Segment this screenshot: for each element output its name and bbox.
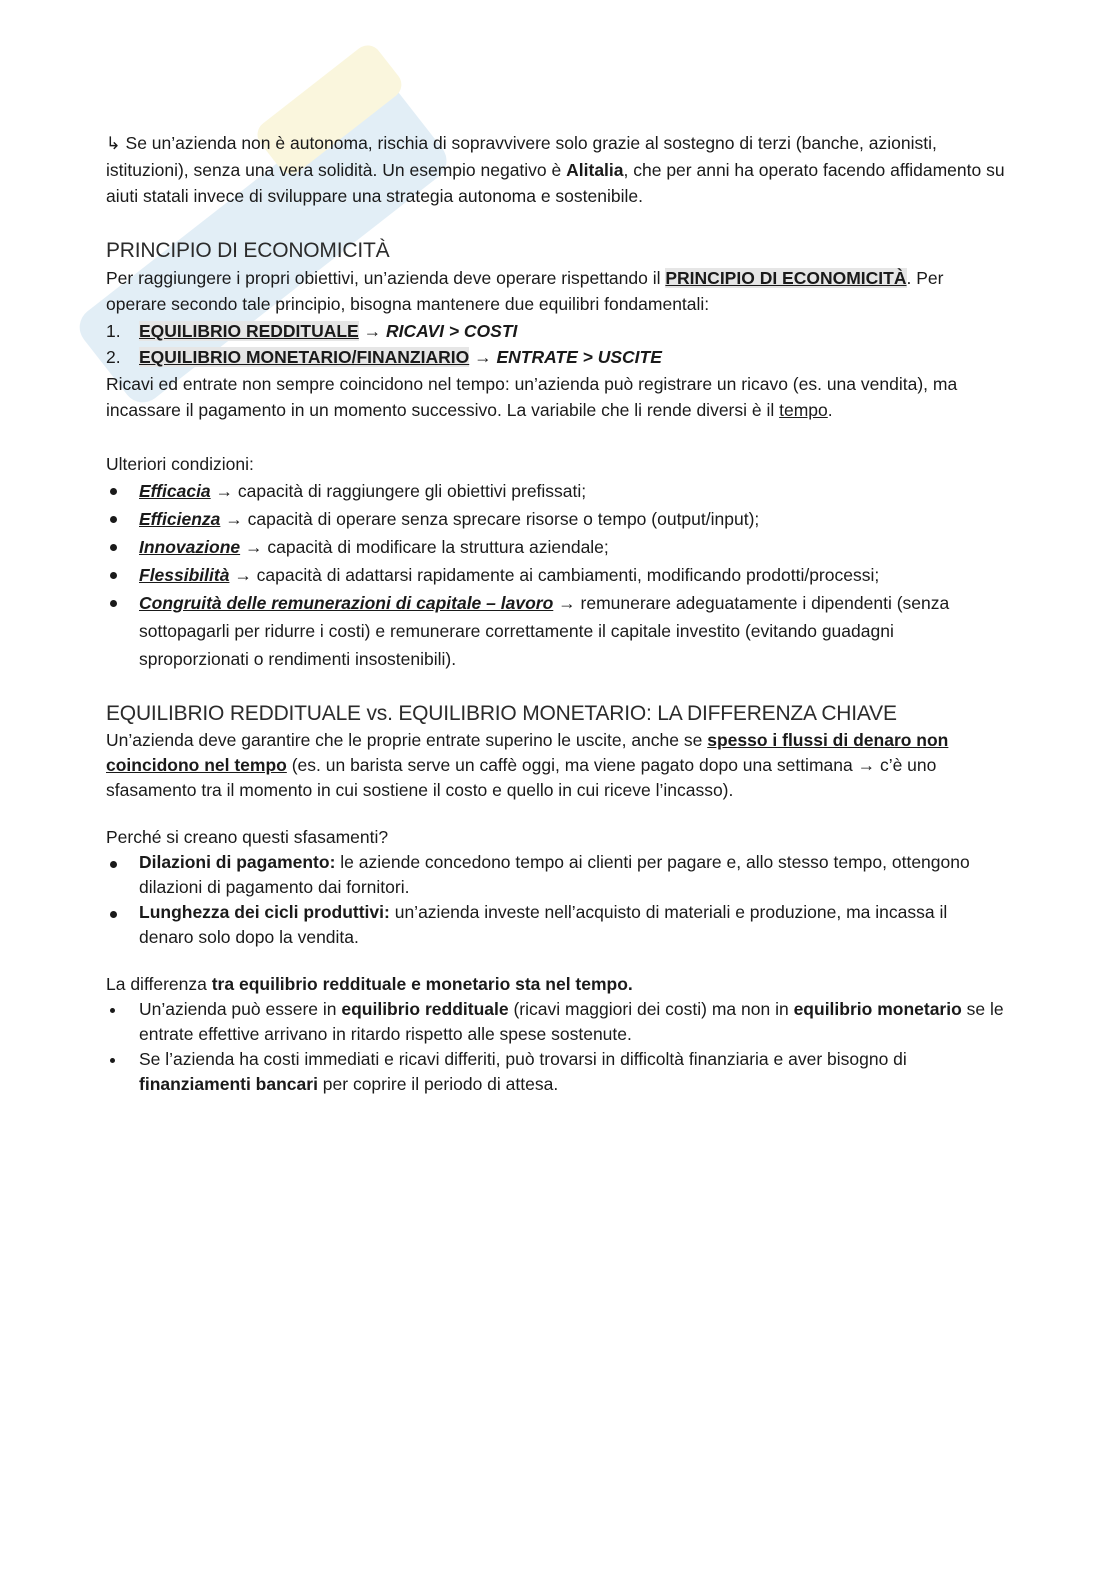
principio-highlight: PRINCIPIO DI ECONOMICITÀ bbox=[665, 267, 907, 288]
bullet-icon bbox=[110, 516, 117, 523]
bullet-icon bbox=[110, 911, 117, 918]
intro-paragraph: ↳ Se un’azienda non è autonoma, rischia di sopravvivere solo grazie al sostegno di terzi (banche, azionisti, istituzioni), senza una vera solidità. Un esempio negativo è Alitalia, che per anni ha operato facendo affidamento su aiuti statali invece di sviluppare una strategia autonoma e sostenibile. bbox=[106, 133, 1005, 206]
bullet-icon bbox=[110, 488, 117, 495]
equilibri-list bbox=[106, 318, 1006, 371]
bullet-icon bbox=[110, 861, 117, 868]
differenza-tempo-line: La differenza tra equilibrio reddituale e monetario sta nel tempo. bbox=[106, 974, 633, 994]
list-item: Se l’azienda ha costi immediati e ricavi differiti, può trovarsi in difficoltà finanziaria e aver bisogno di finanziamenti bancari per coprire il periodo di attesa. bbox=[106, 1047, 1006, 1097]
bullet-icon bbox=[110, 1008, 115, 1013]
bullet-icon bbox=[110, 572, 117, 579]
list-item: Un’azienda può essere in equilibrio reddituale (ricavi maggiori dei costi) ma non in equilibrio monetario se le entrate effettive arrivano in ritardo rispetto alle spese sostenute. bbox=[106, 997, 1006, 1047]
list-item: Efficienza → capacità di operare senza sprecare risorse o tempo (output/input); bbox=[106, 505, 1006, 533]
list-item: Dilazioni di pagamento: le aziende concedono tempo ai clienti per pagare e, allo stesso tempo, ottengono dilazioni di pagamento dai fornitori. bbox=[106, 850, 1006, 900]
list-item: 1. EQUILIBRIO REDDITUALE → RICAVI > COSTI bbox=[106, 320, 518, 341]
differenza-paragraph: Un’azienda deve garantire che le proprie entrate superino le uscite, anche se spesso i flussi di denaro non coincidono nel tempo (es. un barista serve un caffè oggi, ma viene pagato dopo una settimana → c’è uno sfasamento tra il momento in cui sostiene il costo e quello in cui riceve l’incasso). bbox=[106, 730, 949, 800]
list-item: Congruità delle remunerazioni di capitale – lavoro → remunerare adeguatamente i dipendenti (senza sottopagarli per ridurre i costi) e remunerare correttamente il capitale investito (evitando guadagni sproporzionati o rendimenti insostenibili). bbox=[106, 589, 1006, 673]
list-item: Flessibilità → capacità di adattarsi rapidamente ai cambiamenti, modificando prodotti/processi; bbox=[106, 561, 1006, 589]
economicita-paragraph: Per raggiungere i propri obiettivi, un’azienda deve operare rispettando il PRINCIPIO DI ECONOMICITÀ. Per operare secondo tale principio, bisogna mantenere due equilibri fondamentali: bbox=[106, 267, 944, 314]
list-item: 2. EQUILIBRIO MONETARIO/FINANZIARIO → ENTRATE > USCITE bbox=[106, 347, 662, 367]
bullet-icon bbox=[110, 544, 117, 551]
bullet-icon bbox=[110, 1058, 115, 1063]
section-title-differenza: EQUILIBRIO REDDITUALE vs. EQUILIBRIO MONETARIO: LA DIFFERENZA CHIAVE bbox=[106, 702, 897, 725]
section-title-economicita: PRINCIPIO DI ECONOMICITÀ bbox=[106, 238, 390, 262]
ulteriori-heading: Ulteriori condizioni: bbox=[106, 453, 254, 474]
list-item: Innovazione → capacità di modificare la struttura aziendale; bbox=[106, 533, 1006, 561]
points-list bbox=[106, 997, 1006, 1097]
bullet-icon bbox=[110, 600, 117, 607]
document-page bbox=[106, 130, 1006, 1097]
causes-list bbox=[106, 850, 1006, 950]
alitalia-bold: Alitalia bbox=[566, 159, 624, 180]
conditions-list bbox=[106, 477, 1006, 673]
ricavi-entrate-paragraph: Ricavi ed entrate non sempre coincidono nel tempo: un’azienda può registrare un ricavo (es. una vendita), ma incassare il pagamento in un momento successivo. La variabile che li rende diversi è il tempo. bbox=[106, 373, 958, 420]
return-arrow-icon: ↳ bbox=[106, 133, 121, 153]
list-item: Lunghezza dei cicli produttivi: un’azienda investe nell’acquisto di materiali e produzione, ma incassa il denaro solo dopo la vendita. bbox=[106, 900, 1006, 950]
list-item: Efficacia → capacità di raggiungere gli obiettivi prefissati; bbox=[106, 477, 1006, 505]
perche-heading: Perché si creano questi sfasamenti? bbox=[106, 827, 389, 847]
